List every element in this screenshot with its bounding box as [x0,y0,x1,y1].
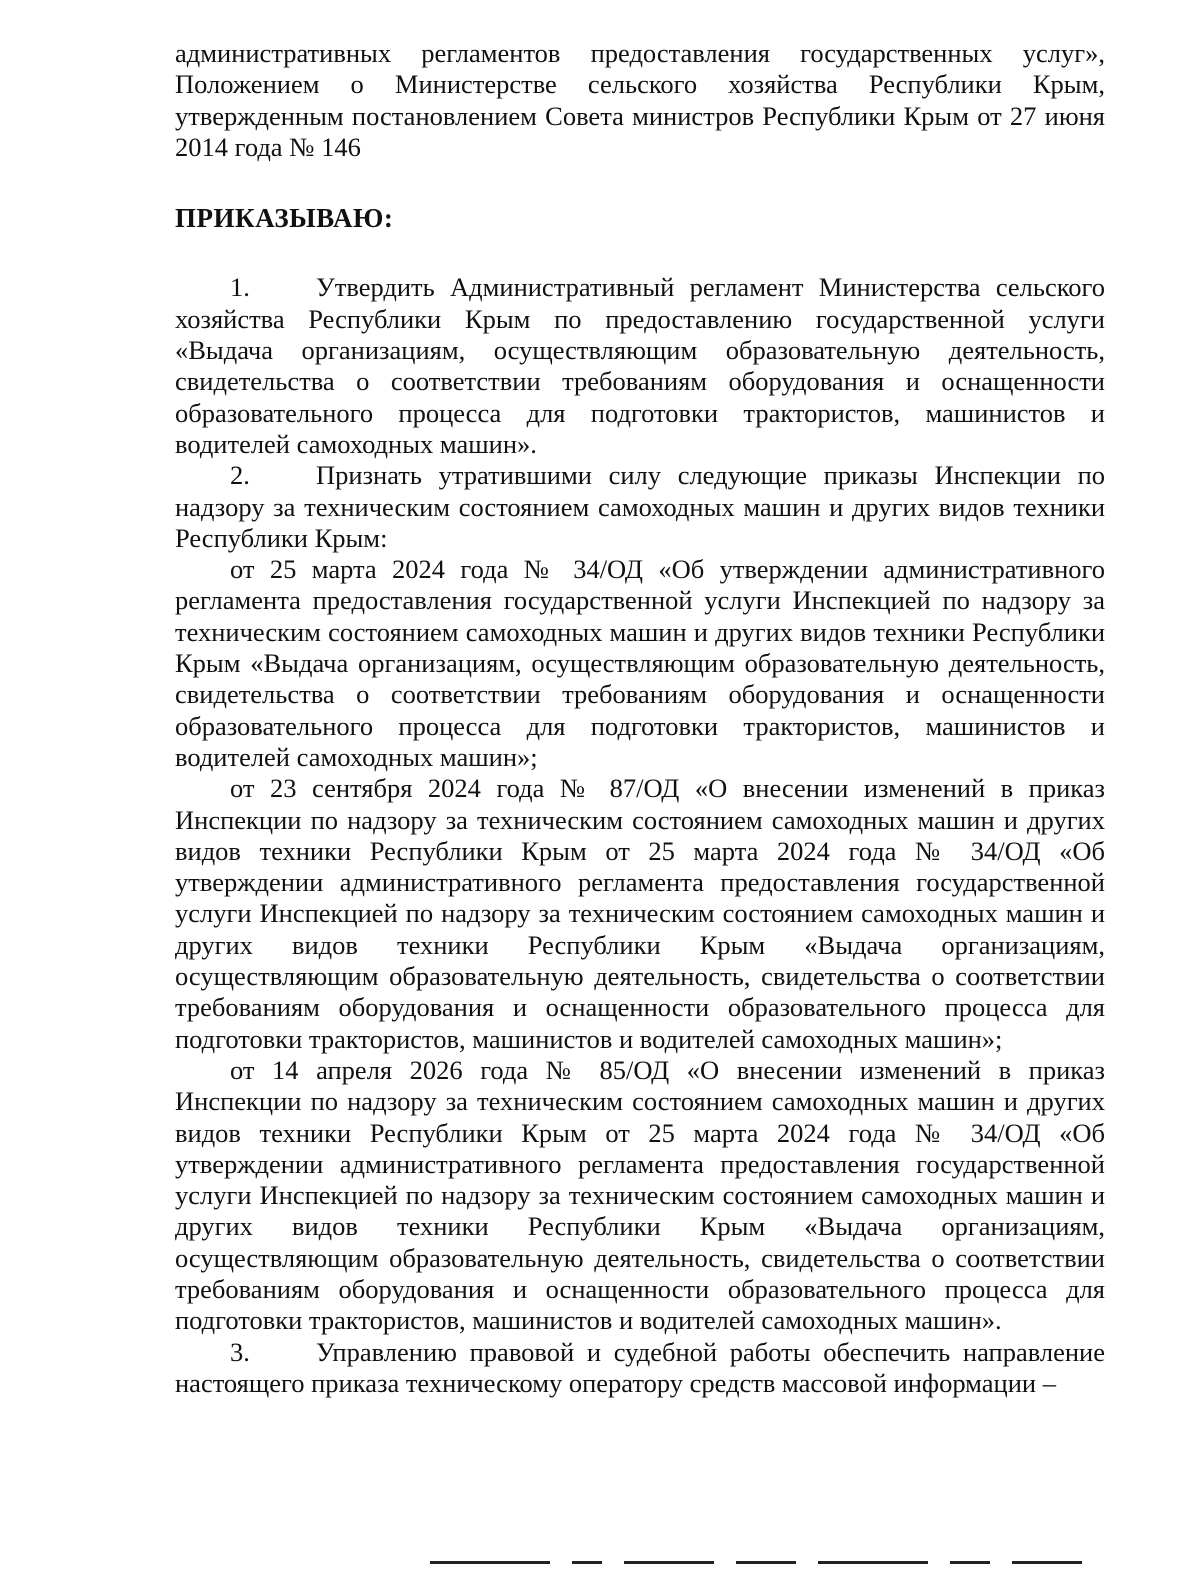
scan-mark [430,1561,550,1564]
item-3-paragraph [175,1337,1105,1400]
scan-mark [736,1561,796,1564]
intro-paragraph: административных регламентов предоставления государственных услуг», Положением о Министерстве сельского хозяйства Республики Крым, утвержденным постановлением Совета министров Республики Крым от 27 июня 2014 года № 146 [175,38,1105,162]
document-page [175,38,1105,1399]
scan-mark [950,1561,990,1564]
sub-item-1: от 25 марта 2024 года № 34/ОД «Об утверждении административного регламента предоставления государственной услуги Инспекцией по надзору за техническим состоянием самоходных машин и других видов техники Республики Крым «Выдача организациям, осуществляющим образовательную деятельность, свидетельства о соответствии требованиям оборудования и оснащенности образовательного процесса для подготовки трактористов, машинистов и водителей самоходных машин»; [175,554,1105,772]
sub-item-2: от 23 сентября 2024 года № 87/ОД «О внесении изменений в приказ Инспекции по надзору за техническим состоянием самоходных машин и других видов техники Республики Крым от 25 марта 2024 года № 34/ОД «Об утверждении административного регламента предоставления государственной услуги Инспекцией по надзору за техническим состоянием самоходных машин и других видов техники Республики Крым «Выдача организациям, осуществляющим образовательную деятельность, свидетельства о соответствии требованиям оборудования и оснащенности образовательного процесса для подготовки трактористов, машинистов и водителей самоходных машин»; [175,773,1105,1054]
scan-edge-marks [430,1552,1170,1572]
item-2-paragraph [175,460,1105,554]
item-2-number: 2. [230,460,250,491]
order-heading: ПРИКАЗЫВАЮ: [175,203,394,234]
scan-mark [572,1561,602,1564]
item-1-paragraph [175,272,1105,460]
item-1-number: 1. [230,272,250,303]
scan-mark [818,1561,928,1564]
item-3-text: Управлению правовой и судебной работы обеспечить направление настоящего приказа техническому оператору средств массовой информации – [175,1336,1105,1398]
scan-mark [1012,1561,1082,1564]
item-2-text: Признать утратившими силу следующие приказы Инспекции по надзору за техническим состоянием самоходных машин и других видов техники Республики Крым: [175,460,1105,553]
scan-mark [624,1561,714,1564]
sub-item-3: от 14 апреля 2026 года № 85/ОД «О внесении изменений в приказ Инспекции по надзору за техническим состоянием самоходных машин и других видов техники Республики Крым от 25 марта 2024 года № 34/ОД «Об утверждении административного регламента предоставления государственной услуги Инспекцией по надзору за техническим состоянием самоходных машин и других видов техники Республики Крым «Выдача организациям, осуществляющим образовательную деятельность, свидетельства о соответствии требованиям оборудования и оснащенности образовательного процесса для подготовки трактористов, машинистов и водителей самоходных машин». [175,1054,1105,1336]
item-3-number: 3. [230,1336,250,1367]
item-1-text: Утвердить Административный регламент Министерства сельского хозяйства Республики Крым по предоставлению государственной услуги «Выдача организациям, осуществляющим образовательную деятельность, свидетельства о соответствии требованиям оборудования и оснащенности образовательного процесса для подготовки трактористов, машинистов и водителей самоходных машин». [175,272,1105,459]
